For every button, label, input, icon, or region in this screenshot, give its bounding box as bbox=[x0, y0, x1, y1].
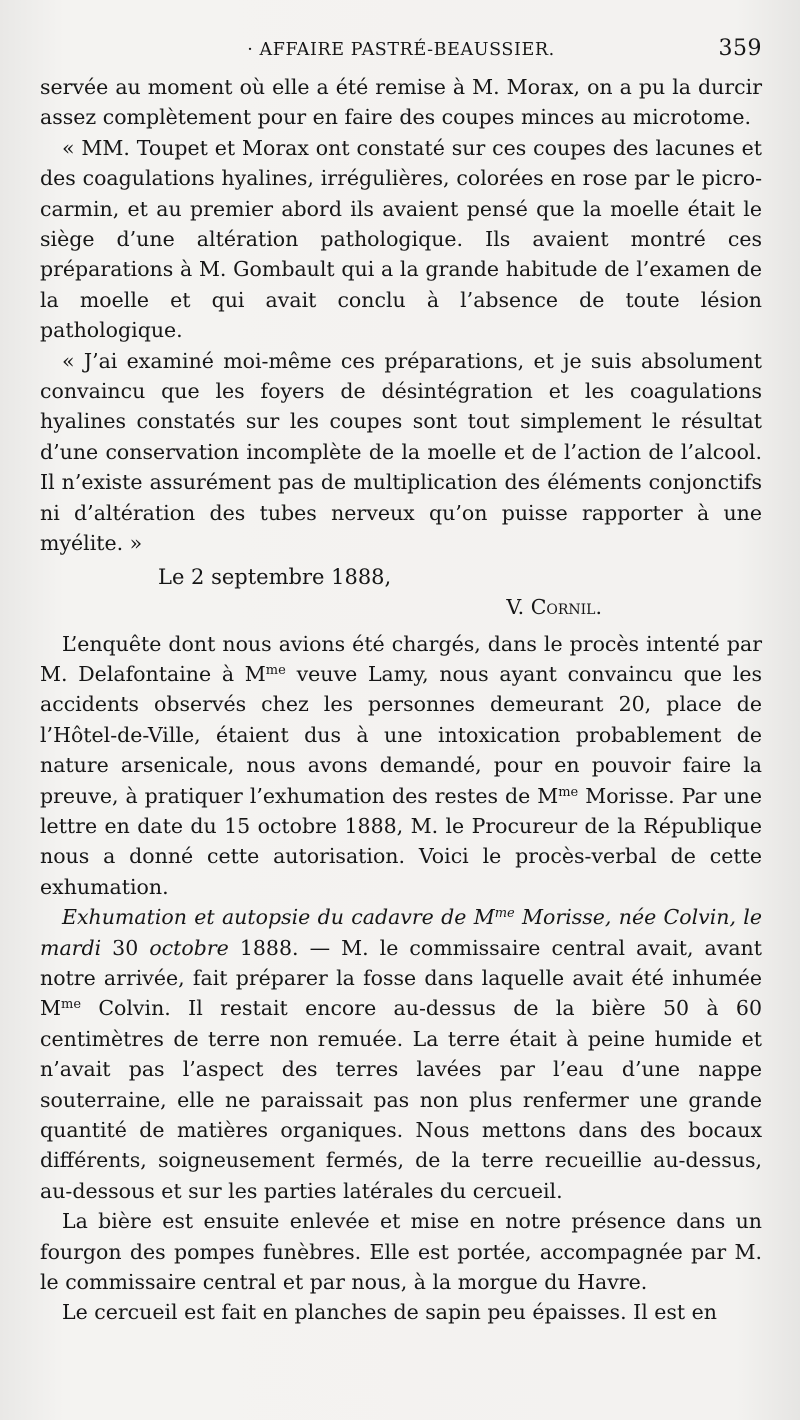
running-title: · AFFAIRE PASTRÉ-BEAUSSIER. bbox=[247, 40, 555, 60]
exhumation-roman-c: Colvin. Il restait encore au-dessus de la bière 50 à 60 centimètres de terre non remuée. La terre était à peine humide et n’avait pas l’aspect des terres lavées par l’eau d’une nappe souterraine, elle ne paraissait pas non plus renfermer une grande quantité de matières organiques. Nous mettons dans des bocaux différents, soigneusement fermés, de la terre recueillie au-dessus, au-dessous et sur les parties latérales du cercueil. bbox=[40, 996, 762, 1203]
signature-name bbox=[506, 595, 602, 619]
exhumation-italic-b: Morisse, née Colvin, le mardi bbox=[40, 905, 762, 960]
enquete-text-a: L’enquête dont nous avions été chargés, dans le procès intenté par M. Delafontaine à M bbox=[40, 631, 762, 686]
paragraph-conclusion-quote: « J’ai examiné moi-même ces préparations, et je suis absolument convaincu que les foyers de désintégration et les coagulations hyalines constatés sur les coupes sont tout simplement le résultat d’une conservation incomplète de la moelle et de l’action de l’alcool. Il n’existe assurément pas de multiplication des éléments conjonctifs ni d’altération des tubes nerveux qu’on puisse rapporter à une myélite. » bbox=[40, 348, 762, 556]
paragraph-exhumation bbox=[40, 902, 762, 1206]
paragraph-continuation: servée au moment où elle a été remise à M. Morax, on a pu la durcir assez complètement pour en faire des coupes minces au microtome. bbox=[40, 75, 762, 130]
paragraph-cercueil: Le cercueil est fait en planches de sapin peu épaisses. Il est en bbox=[62, 1300, 718, 1325]
enquete-sup-2: me bbox=[558, 784, 579, 800]
exhumation-italic-a: Exhumation et autopsie du cadavre de M bbox=[62, 905, 495, 930]
exhumation-roman-a: 30 bbox=[101, 935, 150, 960]
enquete-text-d: Par une lettre en date du 15 octobre 1888, M. le Procureur de la République nous a donné cette autorisation. Voici le procès-verbal de cette exhumation. bbox=[40, 783, 762, 899]
signature-block bbox=[40, 565, 762, 629]
running-header bbox=[40, 32, 762, 72]
page-number: 359 bbox=[718, 36, 762, 61]
exhumation-roman-b: 1888. — M. le commissaire central avait, avant notre arrivée, fait préparer la fosse dans laquelle avait été inhumée M bbox=[40, 935, 762, 1021]
exhumation-sup-1: me bbox=[494, 906, 515, 922]
paragraph-enquete bbox=[40, 629, 762, 903]
paragraph-biere: La bière est ensuite enlevée et mise en notre présence dans un fourgon des pompes funèbres. Elle est portée, accompagnée par M. le commissaire central et par nous, à la morgue du Havre. bbox=[40, 1209, 762, 1295]
signature-date: Le 2 septembre 1888, bbox=[158, 564, 392, 589]
enquete-sup-1: me bbox=[265, 662, 286, 678]
enquete-text-c: Morisse. bbox=[578, 783, 682, 808]
signature-surname: Cornil. bbox=[530, 594, 602, 619]
body-text bbox=[40, 72, 762, 1328]
paragraph-toupet-morax: « MM. Toupet et Morax ont constaté sur ces coupes des lacunes et des coagulations hyalines, irrégulières, colorées en rose par le picro-carmin, et au premier abord ils avaient pensé que la moelle était le siège d’une altération pathologique. Ils avaient montré ces préparations à M. Gombault qui a la grande habitude de l’examen de la moelle et qui avait conclu à l’absence de toute lésion pathologique. bbox=[40, 135, 762, 343]
exhumation-italic-c: octobre bbox=[149, 935, 229, 960]
signature-initial: V. bbox=[506, 594, 531, 619]
enquete-text-b: veuve Lamy, nous ayant convaincu que les accidents observés chez les personnes demeurant 20, place de l’Hôtel-de-Ville, étaient dus à une intoxication probablement de nature arsenicale, nous avons demandé, pour en pouvoir faire la preuve, à pratiquer l’exhumation des restes de M bbox=[40, 661, 762, 808]
exhumation-sup-2: me bbox=[61, 997, 82, 1013]
